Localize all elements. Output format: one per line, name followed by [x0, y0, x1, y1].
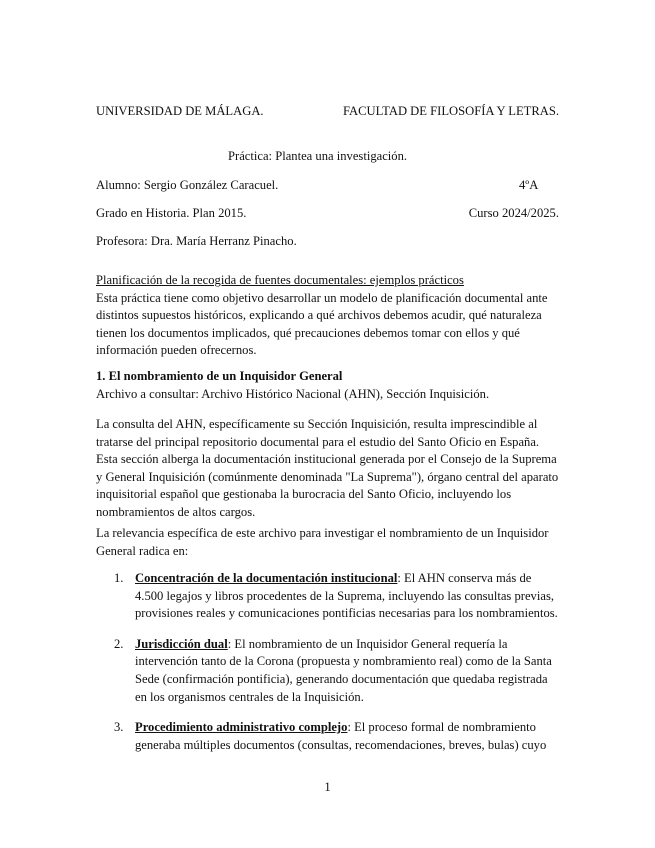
list-item: [96, 570, 560, 623]
list-item-text: : El proceso formal de nombramiento generaba múltiples documentos (consultas, recomendaciones, breves, bulas) cuyo: [135, 720, 547, 752]
list-item-number: 2.: [114, 636, 124, 651]
intro-section: [96, 272, 560, 360]
degree-info: Grado en Historia. Plan 2015.: [96, 206, 247, 220]
student-year: 4ºA: [519, 178, 539, 192]
numbered-list: [96, 570, 560, 767]
teacher-name: Profesora: Dra. María Herranz Pinacho.: [96, 234, 297, 248]
list-item-text: : El AHN conserva más de 4.500 legajos y libros procedentes de la Suprema, incluyendo las consultas previas, provisiones reales y comunicaciones pontificias necesarias para los nombramientos.: [135, 571, 558, 621]
student-name: Alumno: Sergio González Caracuel.: [96, 178, 279, 192]
section1-paragraph-2-text: La relevancia específica de este archivo para investigar el nombramiento de un Inquisidor General radica en:: [96, 526, 549, 558]
list-item-title: Jurisdicción dual: [135, 636, 228, 651]
list-item: [96, 636, 560, 706]
list-item: [96, 719, 560, 754]
list-item-title: Concentración de la documentación institucional: [135, 571, 398, 585]
section1-heading: 1. El nombramiento de un Inquisidor General: [96, 369, 343, 383]
section1-paragraph-1-text: La consulta del AHN, específicamente su Sección Inquisición, resulta imprescindible al tratarse del principal repositorio documental para el estudio del Santo Oficio en España. Esta sección alberga la documentación institucional generada por el Consejo de la Suprema y General Inquisición (comúnmente denominada "La Suprema"), órgano central del aparato inquisitorial español que gestionaba la burocracia del Santo Oficio, incluyendo los nombramientos de altos cargos.: [96, 417, 559, 519]
practice-title: Práctica: Plantea una investigación.: [228, 149, 408, 163]
list-item-number: 3.: [114, 720, 124, 735]
list-item-text: : El nombramiento de un Inquisidor General requería la intervención tanto de la Corona (propuesta y nombramiento real) como de la Santa Sede (confirmación pontificia), generando documentación que quedaba registrada en los organismos centrales de la Inquisición.: [135, 636, 552, 704]
university-name: UNIVERSIDAD DE MÁLAGA.: [96, 104, 264, 118]
section1-paragraph-2: [96, 525, 560, 560]
list-item-number: 1.: [114, 571, 124, 585]
page-number: 1: [324, 780, 331, 794]
section1-archive: Archivo a consultar: Archivo Histórico Nacional (AHN), Sección Inquisición.: [96, 386, 490, 401]
intro-body: Esta práctica tiene como objetivo desarrollar un modelo de planificación documental ante distintos supuestos históricos, explicando a qué archivos debemos acudir, qué naturaleza tienen los documentos implicados, qué precauciones debemos tomar con ellos y qué información pueden ofrecernos.: [96, 290, 548, 358]
faculty-name: FACULTAD DE FILOSOFÍA Y LETRAS.: [342, 104, 559, 118]
section1-header: [96, 368, 560, 403]
intro-title: Planificación de la recogida de fuentes documentales: ejemplos prácticos: [96, 273, 464, 287]
section1-paragraph-1: [96, 416, 560, 522]
course-info: Curso 2024/2025.: [468, 206, 559, 220]
list-item-title: Procedimiento administrativo complejo: [135, 720, 348, 735]
